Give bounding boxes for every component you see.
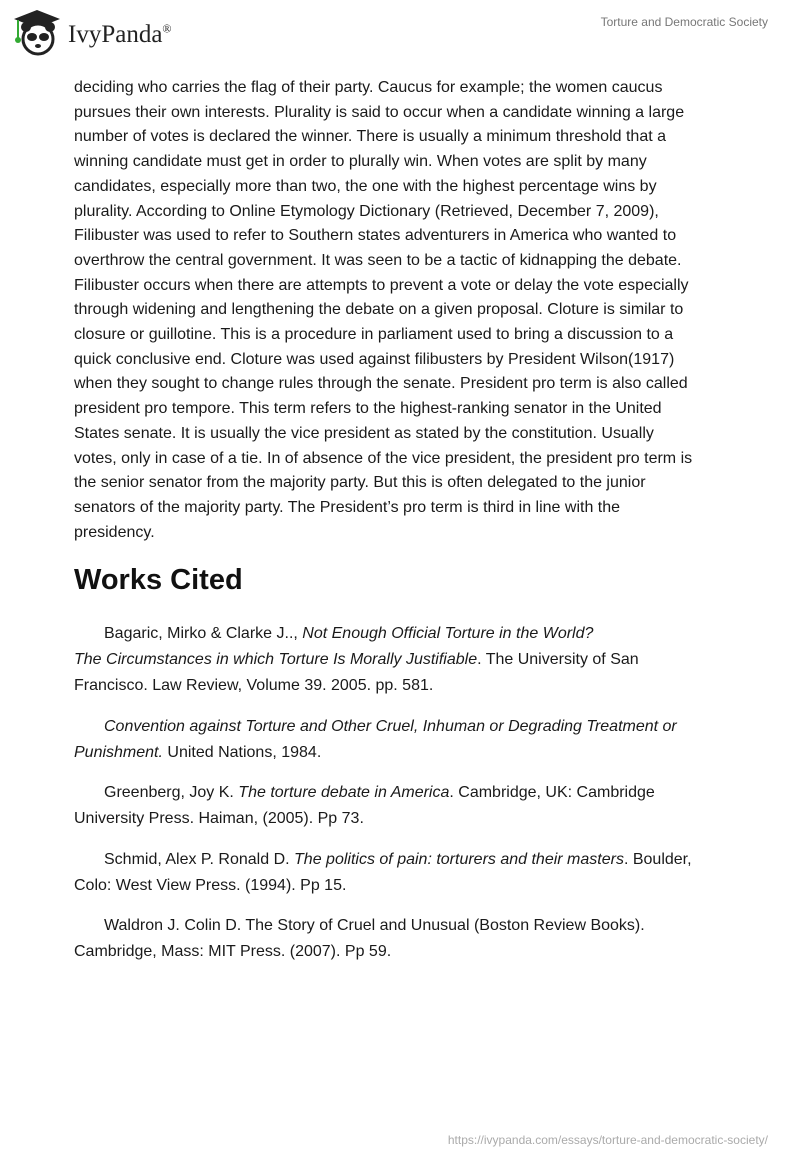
citation-title: The Circumstances in which Torture Is Morally Justifiable xyxy=(74,651,478,668)
body-line: overthrow the central government. It was seen to be a tactic of kidnapping the debate. xyxy=(74,251,682,269)
citation-line xyxy=(74,714,734,740)
citation-line xyxy=(74,913,734,939)
registered-mark: ® xyxy=(162,21,172,36)
citation-title: Convention against Torture and Other Cruel, Inhuman or Degrading Treatment or xyxy=(104,717,677,735)
citation-entry xyxy=(74,780,734,832)
citation-entry xyxy=(74,847,734,899)
citation-title: Punishment. xyxy=(74,743,163,761)
citation-text: Greenberg, Joy K. xyxy=(104,784,239,801)
body-line: States senate. It is usually the vice president as stated by the constitution. Usually xyxy=(74,424,654,442)
citation-entry xyxy=(74,913,734,965)
ivypanda-logo[interactable] xyxy=(12,8,172,56)
citation-entry xyxy=(74,621,734,699)
citation-text: . Boulder, xyxy=(623,850,692,868)
citation-entry xyxy=(74,714,734,766)
body-line: president pro tempore. This term refers to the highest-ranking senator in the United xyxy=(74,400,662,418)
body-line: Filibuster was used to refer to Southern states adventurers in America who wanted to xyxy=(74,227,677,245)
body-line: the senior senator from the majority party. But this is often delegated to the junior xyxy=(74,474,646,492)
body-line: winning candidate must get in order to plurally win. When votes are split by many xyxy=(74,153,647,171)
citation-line xyxy=(74,673,734,699)
body-line: Filibuster occurs when there are attempts to prevent a vote or delay the vote especially xyxy=(74,276,689,294)
citation-text: Francisco. Law Review, Volume 39. 2005. pp. 581. xyxy=(74,677,434,694)
citation-text: Colo: West View Press. (1994). Pp 15. xyxy=(74,876,347,894)
body-line: votes, only in case of a tie. In of absence of the vice president, the president pro term is xyxy=(74,449,693,467)
citation-text: Waldron J. Colin D. The Story of Cruel and Unusual (Boston Review Books). xyxy=(104,917,645,934)
brand-name: IvyPanda xyxy=(68,21,163,48)
citation-title: The torture debate in America xyxy=(238,784,450,801)
body-line: through widening and lengthening the debate on a given proposal. Cloture is similar to xyxy=(74,301,684,319)
citation-text: United Nations, 1984. xyxy=(162,743,322,761)
citation-line xyxy=(74,806,734,832)
citation-text: Cambridge, Mass: MIT Press. (2007). Pp 59. xyxy=(74,943,392,960)
essay-body xyxy=(74,76,734,545)
body-line: candidates, especially more than two, the one with the highest percentage wins by xyxy=(74,177,657,195)
citation-text: . Cambridge, UK: Cambridge xyxy=(449,784,655,801)
citation-line xyxy=(74,621,734,647)
body-line: quick conclusive end. Cloture was used against filibusters by President Wilson(1917) xyxy=(74,350,675,368)
panda-graduate-icon xyxy=(12,8,62,56)
citation-text: University Press. Haiman, (2005). Pp 73. xyxy=(74,810,364,827)
body-line: closure or guillotine. This is a procedure in parliament used to bring a discussion to a xyxy=(74,326,674,344)
body-line: plurality. According to Online Etymology Dictionary (Retrieved, December 7, 2009), xyxy=(74,202,659,220)
citation-text: Bagaric, Mirko & Clarke J.., xyxy=(104,625,303,642)
body-line: when they sought to change rules through the senate. President pro term is also called xyxy=(74,375,688,393)
body-line: deciding who carries the flag of their party. Caucus for example; the women caucus xyxy=(74,79,663,96)
body-line: number of votes is declared the winner. There is usually a minimum threshold that a xyxy=(74,128,666,146)
body-line: pursues their own interests. Plurality is said to occur when a candidate winning a large xyxy=(74,103,685,121)
works-cited-list xyxy=(74,621,734,980)
citation-text: Schmid, Alex P. Ronald D. xyxy=(104,850,295,868)
citation-line xyxy=(74,740,734,766)
citation-line xyxy=(74,847,734,873)
works-cited-heading: Works Cited xyxy=(74,564,243,596)
citation-line xyxy=(74,647,734,673)
citation-line xyxy=(74,780,734,806)
citation-title: The politics of pain: torturers and their masters xyxy=(294,850,624,868)
body-line: senators of the majority party. The President’s pro term is third in line with the xyxy=(74,498,621,516)
citation-text: . The University of San xyxy=(477,651,639,668)
citation-title: Not Enough Official Torture in the World? xyxy=(302,625,594,642)
document-title: Torture and Democratic Society xyxy=(600,15,768,29)
body-line: presidency. xyxy=(74,523,155,541)
source-url[interactable]: https://ivypanda.com/essays/torture-and-democratic-society/ xyxy=(447,1133,768,1147)
citation-line xyxy=(74,939,734,965)
citation-line xyxy=(74,873,734,899)
